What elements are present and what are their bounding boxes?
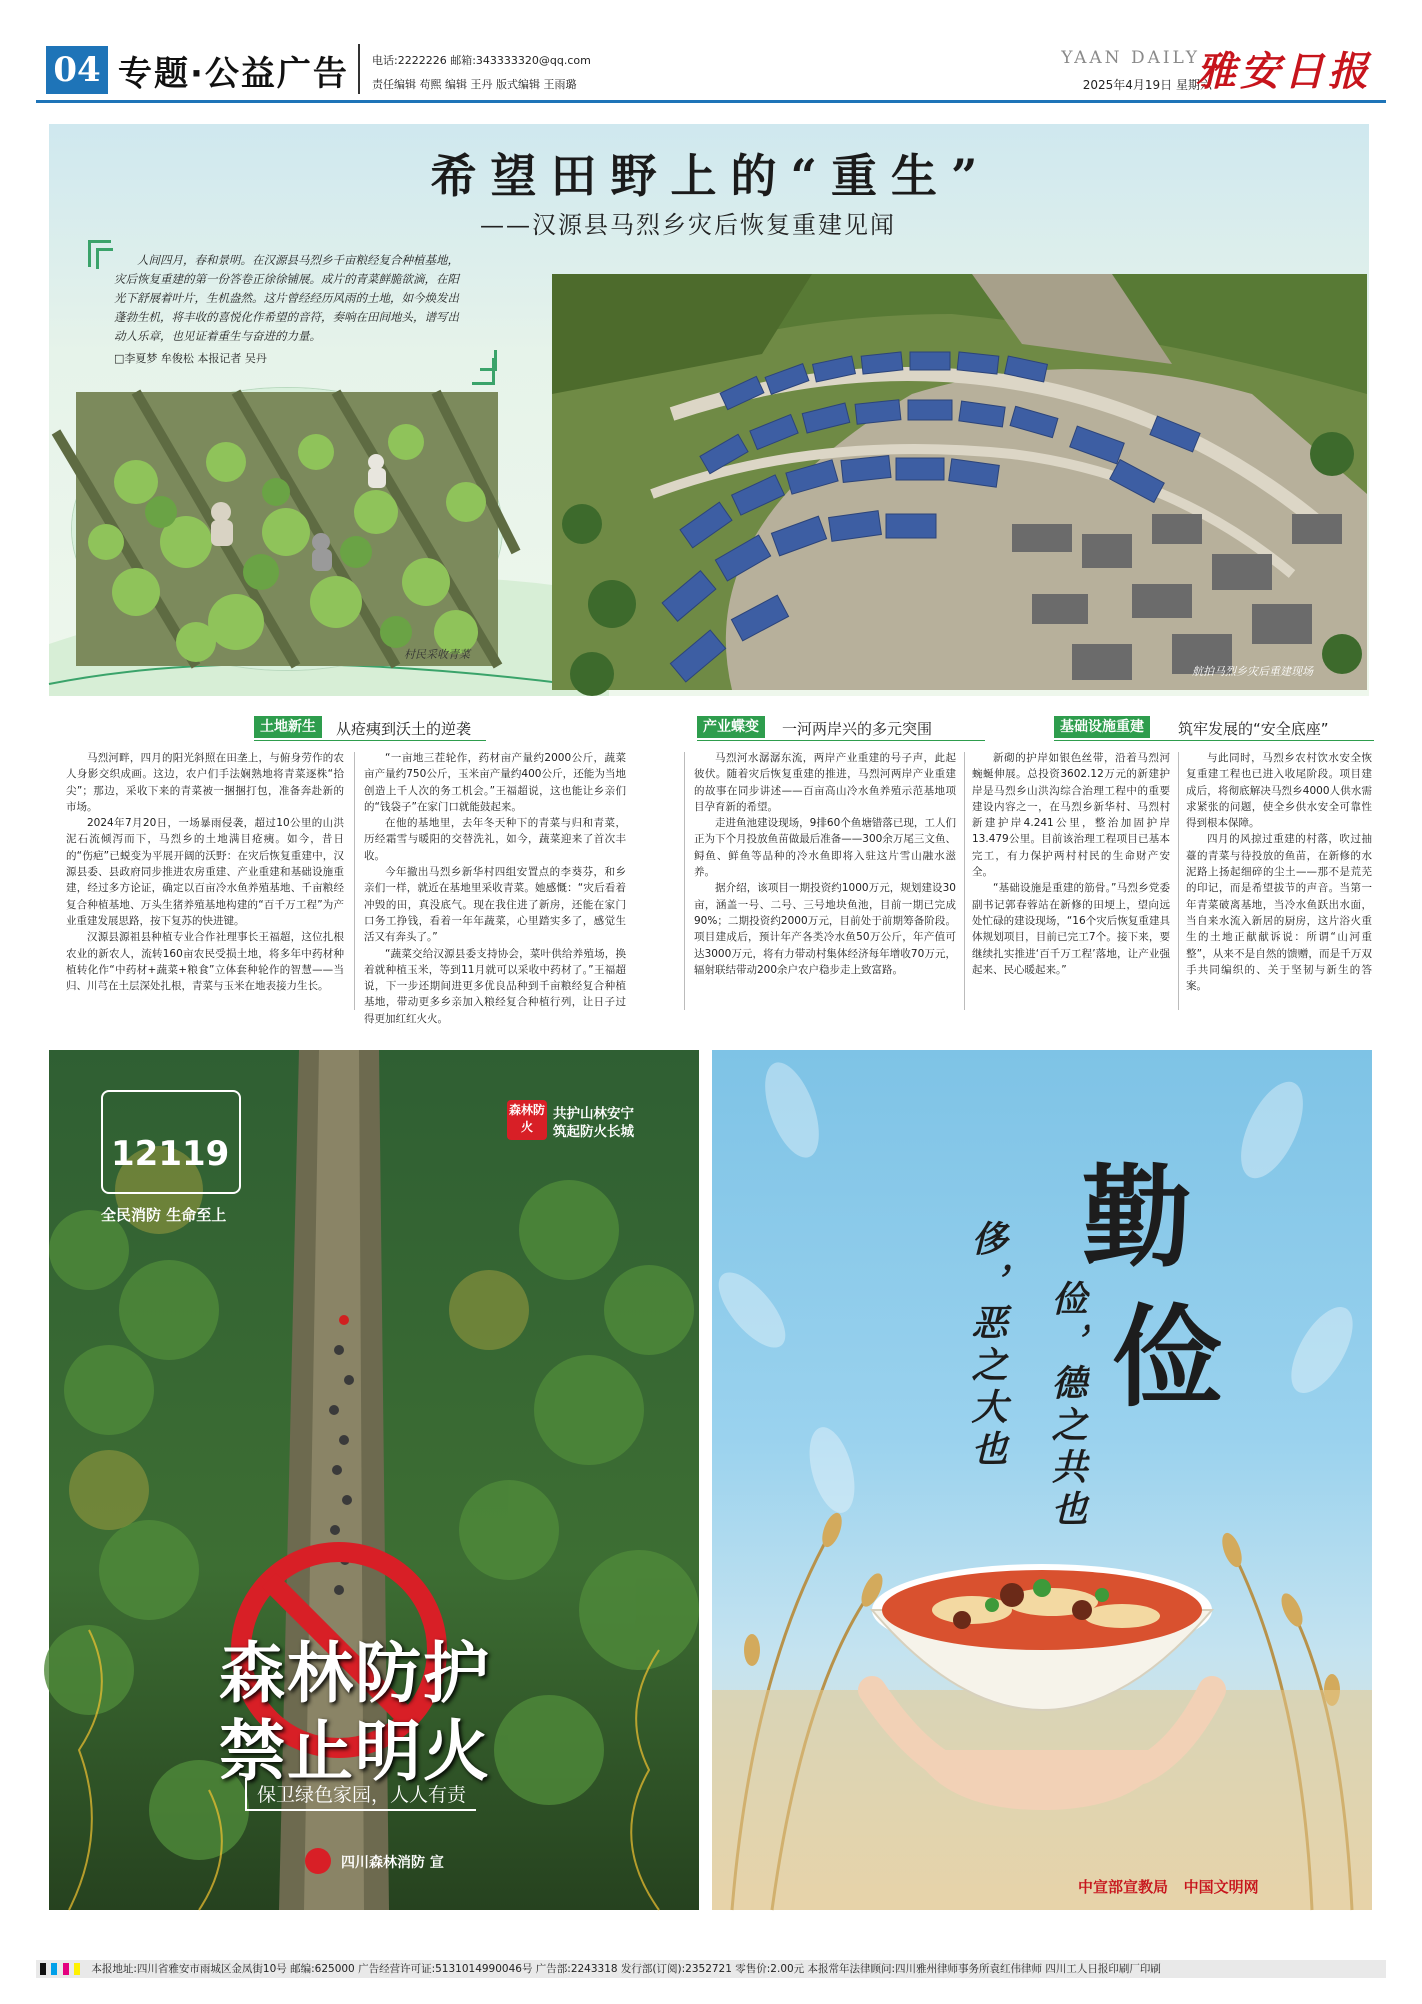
- quote-open-mark-inner: [96, 248, 113, 269]
- fire-dept-emblem-icon: [305, 1848, 331, 1874]
- paragraph: 与此同时，马烈乡农村饮水安全恢复重建工程也已进入收尾阶段。项目建成后，将彻底解决马烈乡4000人供水需求紧张的问题，使全乡供水安全可靠性得到根本保障。: [1186, 752, 1372, 830]
- article-column-3: [694, 750, 956, 1012]
- ad-headline-1: 森林防护: [219, 1635, 491, 1712]
- header-rule: [36, 100, 1386, 103]
- registration-mark-icon: [40, 1963, 46, 1975]
- paragraph: 今年撤出马烈乡新华村四组安置点的李葵芬，和乡亲们一样，就近在基地里采收青菜。她感慨：“灾后看着冲毁的田，真没底气。现在我住进了新房，还能在家门口务工挣钱，看着一年年蔬菜，心里踏实多了，感觉生活又有奔头了。”: [364, 866, 626, 944]
- ad-forest-fire: [49, 1050, 699, 1910]
- paragraph: “蔬菜交给汉源县委支持协会，菜叶供给养殖场，换着就种植玉米，等到11月就可以采收中药材了。”王福超说，下一步还期间进更多优良品种到千亩粮经复合种植基地，带动更多乡亲加入粮经复合种植行列，让日子过得更加红红火火。: [364, 947, 626, 1025]
- forest-fire-badge: 森林防火: [507, 1100, 547, 1140]
- ad-organization: 四川森林消防 宣: [341, 1855, 444, 1871]
- article-column-5: [1186, 750, 1372, 1012]
- char-diligence: 勤: [1082, 1153, 1192, 1282]
- section-label-infrastructure: 基础设施重建: [1054, 716, 1150, 738]
- ad-credit: 中宣部宣教局 中国文明网: [1078, 1878, 1259, 1896]
- article-column-4: [972, 750, 1170, 1012]
- paragraph: 在他的基地里，去年冬天种下的青菜与归和青菜，历经霜雪与暖阳的交替洗礼，如今，蔬菜迎来了首次丰收。: [364, 817, 626, 862]
- section-rule-industry: [697, 740, 985, 741]
- section-label-industry: 产业蝶变: [697, 716, 765, 738]
- feature-title: 希望田野上的“重生”: [430, 149, 992, 203]
- paragraph: “一亩地三茬轮作，药材亩产量约2000公斤，蔬菜亩产量约750公斤，玉米亩产量约400公斤，还能为当地创造上千人次的务工机会。”王福超说，这也能让乡亲们的“钱袋子”在家门口就能鼓起来。: [364, 752, 626, 813]
- aerial-photo-drawing: [552, 274, 1367, 690]
- paragraph: “基础设施是重建的筋骨。”马烈乡党委副书记郭春蓉站在新修的田埂上，望向远处忙碌的建设现场，“16个灾后恢复重建具体规划项目，目前已完工7个。接下来，要继续扎实推进‘百千万工程’落地，让产业强起来、民心暖起来。”: [972, 882, 1170, 976]
- paragraph: 新砌的护岸如银色丝带，沿着马烈河蜿蜒伸展。总投资3602.12万元的新建护岸是马烈乡山洪沟综合治理工程中的重要建设内容之一，在马烈乡新华村、马烈村新建护岸4.241公里，整治加固护岸13.479公里。目前该治理工程项目已基本完工，有力保护两村村民的生命财产安全。: [972, 752, 1170, 879]
- harvest-photo-drawing: [76, 392, 498, 666]
- paper-logo: 雅安日报: [1196, 48, 1372, 95]
- badge-text-2: 筑起防火长城: [553, 1124, 634, 1140]
- section-label-land: 土地新生: [254, 716, 322, 738]
- color-swatch-cyan-icon: [51, 1963, 57, 1975]
- verse-2: 侈，恶之大也: [966, 1220, 1008, 1472]
- feature-intro: 人间四月，春和景明。在汉源县马烈乡千亩粮经复合种植基地，灾后恢复重建的第一份答卷正徐徐铺展。成片的青菜鲜脆欲滴，在阳光下舒展着叶片，生机盎然。这片曾经经历风雨的土地，如今焕发出蓬勃生机，将丰收的喜悦化作希望的音符，奏响在田间地头，谱写出动人乐章，也见证着重生与奋进的力量。: [114, 253, 459, 343]
- char-frugality: 俭: [1112, 1293, 1222, 1422]
- quote-close-mark-inner: [480, 350, 497, 371]
- paper-name-en: YAAN DAILY: [1061, 48, 1200, 68]
- paragraph: 2024年7月20日，一场暴雨侵袭，超过10公里的山洪泥石流倾泻而下，马烈乡的土地满目疮痍。如今，昔日的“伤疤”已蜕变为平展开阔的沃野：在灾后恢复重建中，汉源县委、县政府同步推进农房重建、产业重建和基础设施重建，经过多方论证，确定以百亩冷水鱼养殖基地、千亩粮经复合种植基地、万头生猪养殖基地构建的“百千万工程”为产业重建发展思路，按下复苏的快进键。: [66, 817, 344, 927]
- ad-frugality: [712, 1050, 1372, 1910]
- section-title-industry: 一河两岸兴的多元突围: [782, 720, 933, 738]
- paragraph: 马烈河畔，四月的阳光斜照在田垄上，与俯身劳作的农人身影交织成画。这边，农户们手法娴熟地将青菜逐株“拾尖”；那边，采收下来的青菜被一捆捆打包，准备奔赴新的市场。: [66, 752, 344, 813]
- page-number: 04: [46, 46, 108, 94]
- verse-1: 俭，德之共也: [1046, 1280, 1088, 1532]
- section-rule-land: [254, 740, 486, 741]
- editors-line: 责任编辑 苟熙 编辑 王丹 版式编辑 王雨璐: [372, 78, 577, 91]
- feature-byline: □李夏梦 牟俊松 本报记者 吴丹: [114, 352, 267, 365]
- color-swatch-yellow-icon: [74, 1963, 80, 1975]
- contact-line: 电话:2222226 邮箱:343333320@qq.com: [372, 54, 591, 67]
- section-title: 专题·公益广告: [118, 54, 349, 94]
- paragraph: 汉源县源祖县种植专业合作社理事长王福超，这位扎根农业的新农人，流转160亩农民受损土地，将多年中药材种植转化作“中药材+蔬菜+粮食”立体套种轮作的智慧——当归、川芎在土层深处扎根，青菜与玉米在地表接力生长。: [66, 931, 344, 993]
- footer-bar: [36, 1960, 1386, 1978]
- section-rule-infrastructure: [1054, 740, 1374, 741]
- column-divider: [1178, 752, 1179, 1010]
- column-divider: [354, 752, 355, 1010]
- fire-slogan-small: 全民消防 生命至上: [101, 1206, 227, 1224]
- paragraph: 四月的风掠过重建的村落，吹过抽薹的青菜与待投放的鱼苗，在新修的水泥路上扬起细碎的尘土——那不是荒芜的印记，而是希望拔节的声音。当第一年青菜破离基地，当冷水鱼跃出水面，当自来水流入新居的厨房，这片浴火重生的土地正献献诉说：所谓“山河重整”，从来不是自然的馈赠，而是千万双手共同编织的、关于坚韧与新生的答案。: [1186, 833, 1372, 993]
- footer-text: 本报地址:四川省雅安市雨城区金凤街10号 邮编:625000 广告经营许可证:5131014990046号 广告部:2243318 发行部(订阅):2352721 零售价:2.00元 本报常年法律顾问:四川雅州律师事务所袁红伟律师 四川工人日报印刷厂印刷: [91, 1963, 1161, 1975]
- feature-subtitle: ——汉源县马烈乡灾后恢复重建见闻: [480, 211, 896, 239]
- section-title-infrastructure: 筑牢发展的“安全底座”: [1178, 720, 1329, 738]
- color-swatch-magenta-icon: [63, 1963, 69, 1975]
- paragraph: 马烈河水潺潺东流，两岸产业重建的号子声，此起彼伏。随着灾后恢复重建的推进，马烈河两岸产业重建的故事在同步讲述——百亩高山冷水鱼养殖示范基地项目孕育新的希望。: [694, 752, 956, 813]
- photo-village-aerial: [552, 274, 1367, 690]
- photo-harvest: [72, 388, 502, 670]
- article-column-1: [66, 750, 344, 1012]
- column-divider: [684, 752, 685, 1010]
- issue-date: 2025年4月19日 星期六: [1082, 78, 1212, 92]
- section-title-land: 从疮痍到沃土的逆袭: [336, 720, 472, 738]
- header-divider: [358, 44, 360, 94]
- paragraph: 走进鱼池建设现场，9排60个鱼塘错落已现，工人们正为下个月投放鱼苗做最后准备——300余万尾三文鱼、鲟鱼、鲜鱼等品种的冷水鱼即将入驻这片雪山融水滋养。: [694, 817, 956, 879]
- paragraph: 据介绍，该项目一期投资约1000万元，规划建设30亩，涵盖一号、二号、三号地块鱼池，目前一期已完成90%；二期投资约2000万元，目前处于前期筹备阶段。项目建成后，预计年产各类冷水鱼50万公斤，年产值可达3000万元，将有力带动村集体经济每年增收70万元，辐射联结带动200余户农户稳步走上致富路。: [694, 882, 956, 976]
- article-column-2: [364, 750, 626, 1025]
- badge-text-1: 共护山林安宁: [553, 1106, 634, 1122]
- caption-harvest: 村民采收青菜: [404, 648, 470, 661]
- ad-headline-2: 禁止明火: [219, 1713, 491, 1790]
- column-divider: [964, 752, 965, 1010]
- caption-aerial: 航拍马烈乡灾后重建现场: [1192, 665, 1313, 678]
- ad-tagline: 保卫绿色家园，人人有责: [245, 1778, 476, 1811]
- fire-hotline: 12119: [111, 1134, 230, 1174]
